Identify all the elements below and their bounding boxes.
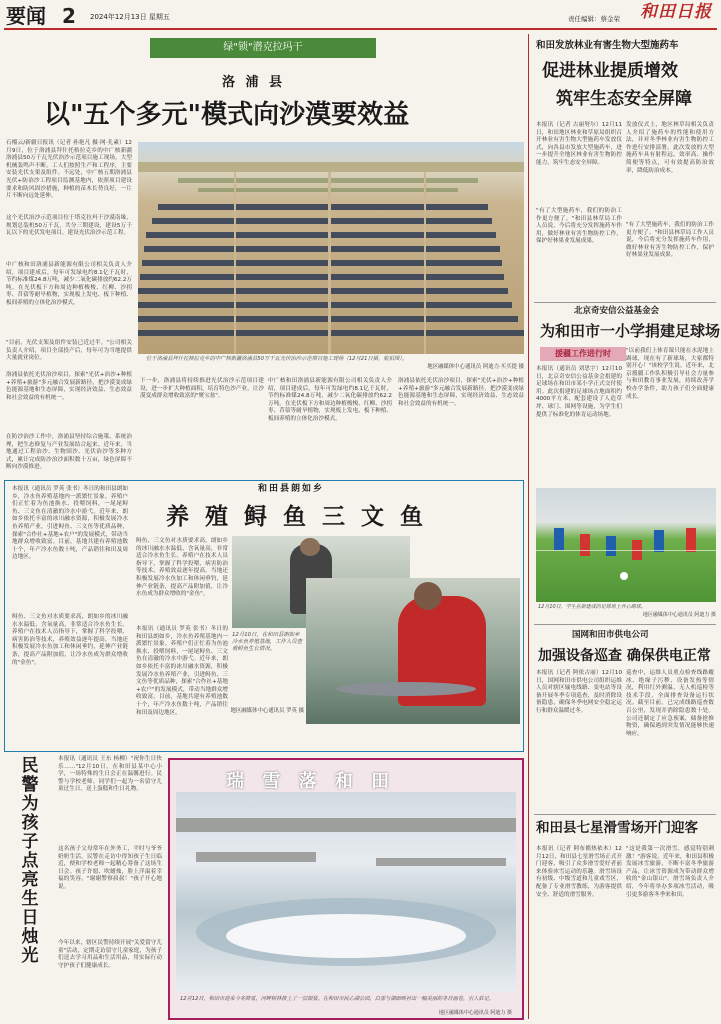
- paper-logo: 和田日报: [640, 2, 712, 22]
- masthead: [0, 0, 721, 30]
- editor-credit: 责任编辑：蔡金荣: [568, 15, 620, 23]
- snow-park-body-2: "这是我第一次滑雪，感觉特别刺激！"游客说。近年来，和田县积极发展冰雪旅游，不断丰富冬季旅游产品，让冰雪资源成为带动群众增收的"金山银山"。滑雪场负责人介绍，今年将举办多项冰雪活动，吸引更多游客冬季来和田。: [626, 846, 714, 898]
- langru-photo-credit: 地区融媒体中心通讯员 罗英 摄: [230, 708, 304, 714]
- forestry-body-3: "有了大型施药车，我们的防治工作更方便了。"和田县林草局工作人员说，今后将充分发挥施药车作用，做好林业有害生物防控工作，保护好林果业发展成果。: [536, 208, 622, 245]
- column-divider: [528, 34, 529, 1019]
- football-photo-caption: 12月10日，学生在新建成的足球场上开心踢球。: [538, 604, 646, 610]
- football-body-1: 本报讯（通讯员 刘思宇）12月10日，北京奇安信公益基金会捐建的足球场在和田市某小学正式交付使用。此次捐建的足球场占地面积约4000平方米，配套建设了人造草坪、球门、围网等设施，为学生们提供了标准化的体育运动场地。: [536, 366, 622, 418]
- lead-body-3b: 中广核和田洛浦县新能源有限公司相关负责人介绍，项目建成后，每年可发绿电约8.1亿千瓦时，节约标准煤24.8万吨，减少二氧化碳排放约62.2万吨。在光伏板下方和周边种植梭梭、红柳、沙拐枣、苜蓿等耐旱植物，实现板上发电、板下种植、板间养殖的立体化治沙模式。: [268, 378, 392, 422]
- forestry-divider: [534, 302, 716, 303]
- issue-date: 2024年12月13日 星期五: [90, 13, 170, 21]
- solar-desert-photo: [138, 142, 524, 354]
- football-sub-banner: [540, 347, 626, 361]
- forestry-headline-1: 促进林业提质增效: [542, 61, 678, 81]
- forestry-body-2: 发放仪式上，地区林草局相关负责人介绍了施药车的性能和使用方法，并对冬季林业有害生物防控工作进行安排部署。此次发放的大型施药车具有射程远、效率高、操作简便等特点，可有效提高防治效率，降低防治成本。: [626, 122, 714, 174]
- power-divider: [534, 814, 716, 815]
- worker-head: [300, 538, 320, 556]
- snow-park-body-1: 本报讯（记者 阿布都热依木）12月12日，和田县七星滑雪场正式开门迎客，吸引了众多滑雪爱好者前来体验冰雪运动的乐趣。滑雪场设有初级、中级雪道和儿童戏雪区，配备了专业滑雪教练，为游客提供安全、舒适的滑雪服务。: [536, 846, 622, 898]
- power-top-line: 国网和田市供电公司: [572, 630, 649, 640]
- snow-photo-caption: 12月12日，和田市迎来今冬降雪，河畔树林披上了一层银装。在和田市民心湖公园，白雪与湖面映衬出一幅美丽的冬日画卷，引人驻足。: [180, 996, 495, 1002]
- langru-caption-box: [232, 632, 304, 702]
- snow-trees-graphic: [176, 792, 516, 992]
- lead-body-5b: 洛浦县依托光伏治沙项目，探索"光伏+治沙+种植+养殖+旅游"多元融合发展新路径，把沙漠变成绿色能源基地和生态屏障，实现经济效益、生态效益和社会效益的有机统一。: [398, 378, 524, 407]
- man-head: [414, 582, 442, 610]
- forestry-top-line: 和田发放林业有害生物大型施药车: [536, 40, 679, 51]
- lead-body-7: 下一步，洛浦县将持续推进光伏治沙示范项目建设，进一步扩大种植面积，培育特色沙产业，让沙漠变成群众增收致富的"聚宝盆"。: [140, 378, 264, 400]
- langru-photo-caption: 12月10日，在和田县朗如乡冷水鱼养殖基地，工作人员查看鲟鱼生长情况。: [232, 632, 303, 653]
- section-name: 要闻: [6, 4, 46, 28]
- lead-kicker: 洛 浦 县: [222, 75, 286, 90]
- column-banner-text: 绿"锁"潜克拉玛干: [223, 42, 303, 53]
- sturgeon-fish: [336, 682, 476, 696]
- langru-body-mid-2: 本报讯（通讯员 罗英 张书）冬日的和田县朗如乡，冷水鱼养殖基地内一派繁忙景象。养殖户们正忙着为鱼池换水、投喂饲料，一尾尾鲟鱼、三文鱼在清澈的冷水中游弋。近年来，朗如乡依托丰富的冰川融水资源，积极发展冷水鱼养殖产业，引进鲟鱼、三文鱼等优质品种，探索"合作社+基地+农户"的发展模式，带动当地群众增收致富。目前，基地共建有养殖池数十个，年产冷水鱼数十吨，产品销往和田及周边地区。: [136, 626, 228, 716]
- power-headline: 加强设备巡查 确保供电正常: [538, 648, 711, 664]
- langru-body-left-2: 鲟鱼、三文鱼对水质要求高，朗如乡的冰川融水水温低、含氧量高，非常适合冷水鱼生长。养殖户在技术人员指导下，掌握了科学投喂、病害防治等技术，养殖效益逐年提高。当地还积极发展冷水鱼加工和休闲垂钓，延伸产业链条，提高产品附加值，让冷水鱼成为群众增收的"金鱼"。: [12, 614, 128, 666]
- football-field-photo: [536, 488, 716, 602]
- forestry-body-4: "有了大型施药车，我们的防治工作更方便了。"和田县林草局工作人员说，今后将充分发挥施药车作用，做好林业有害生物防控工作，保护好林果业发展成果。: [626, 222, 714, 259]
- snow-landscape-photo: [176, 792, 516, 992]
- police-headline: 民警为孩子点亮生日烛光: [17, 756, 38, 965]
- langru-body-left: 本报讯（通讯员 罗英 张书）冬日的和田县朗如乡，冷水鱼养殖基地内一派繁忙景象。养殖户们正忙着为鱼池换水、投喂饲料，一尾尾鲟鱼、三文鱼在清澈的冷水中游弋。近年来，朗如乡依托丰富的冰川融水资源，积极发展冷水鱼养殖产业，引进鲟鱼、三文鱼等优质品种，探索"合作社+基地+农户"的发展模式，带动当地群众增收致富。目前，基地共建有养殖池数十个，年产冷水鱼数十吨，产品销往和田及周边地区。: [12, 486, 128, 561]
- football-players-graphic: [536, 488, 716, 602]
- police-body-2: 这名孩子父母常年在外务工，平时与爷爷奶奶生活。民警在走访中得知孩子生日临近，便和学校老师一起精心筹备了这场生日会。孩子许愿、吹蜡烛，脸上洋溢着幸福的笑容。"谢谢警察叔叔！"孩子开心地说。: [58, 846, 162, 890]
- forestry-body-1: 本报讯（记者 古丽努尔）12月11日，和田地区林业和草原局组织召开林业有害生物大型施药车发放仪式，向各县市发放大型施药车，进一步提升全地区林业有害生物防控能力，筑牢生态安全屏障。: [536, 122, 622, 166]
- lead-body-2: 这个光伏治沙示范项目位于塔克拉玛干沙漠南缘，规划总装机50万千瓦，共分三期建设，建设5万千瓦以下的光伏发电项目，建设光伏治沙示范工程。: [6, 215, 132, 237]
- power-body-2: 巡查中，运维人员重点检查线路覆冰、绝缘子污秽、设备发热等情况，利用红外测温、无人机巡检等技术手段，全面排查设备运行状况。截至目前，已完成线路巡查数百公里，发现并消除隐患数十处。公司还制定了应急预案，储备抢修物资，确保遇到突发情况能够快速响应。: [626, 670, 714, 737]
- solar-panels-graphic: [138, 142, 524, 354]
- lead-body-3: 中广核和田洛浦县新能源有限公司相关负责人介绍，项目建成后，每年可发绿电约8.1亿千瓦时，节约标准煤24.8万吨，减少二氧化碳排放约62.2万吨。在光伏板下方和周边种植梭梭、红柳、沙拐枣、苜蓿等耐旱植物，实现板上发电、板下种植、板间养殖的立体化治沙模式。: [6, 262, 132, 306]
- football-photo-credit: 地区融媒体中心通讯员 阿迪力 摄: [642, 612, 716, 618]
- lead-headline: 以"五个多元"模式向沙漠要效益: [44, 100, 410, 130]
- page-number: 2: [62, 4, 76, 28]
- snow-photo-title: 瑞 雪 落 和 田: [226, 771, 396, 792]
- lead-photo-credit: 地区融媒体中心通讯员 阿迪力·买买提 摄: [427, 364, 524, 370]
- police-body-1: 本报讯（通讯员 王东 杨柳）"祝你生日快乐……"12月10日，在和田县某中心小学，一场特殊的生日会正在温馨进行。民警与学校老师、同学们一起为一名留守儿童过生日，送上蛋糕和生日礼物。: [58, 756, 162, 793]
- fish-holding-photo: [306, 578, 520, 724]
- lead-body-1: 石榴云/新疆日报讯（记者 孙艳凡 摄·网·孔素）12月9日，位于洛浦县拜什托格拉克乡的中广核新疆洛浦县50万千瓦光伏治沙示范项目施工现场，大型机械轰鸣声不断。工人们按照生产和工程序，主要安装光伏支架及组件。不远处，中广核五期洛浦县光伏+防治沙工程项目监测基地内，依照项目建设要求和防风固沙措施，种植的苗木长势良好，一片片不断向远处延伸。: [6, 140, 132, 200]
- lead-body-6: 在防沙治沙工作中，洛浦县坚持综合施策、系统治理，把生态修复与产业发展结合起来。近年来，当地通过工程治沙、生物固沙、光伏治沙等多种方式，累计完成防沙治沙面积数十万亩，绿色屏障不断向沙漠推进。: [6, 434, 132, 471]
- football-headline: 为和田市一小学捐建足球场: [540, 322, 721, 340]
- masthead-rule: [4, 28, 717, 30]
- football-top-line: 北京奇安信公益基金会: [574, 306, 660, 316]
- power-body-1: 本报讯（记者 阿依古丽）12月10日，国网和田市供电公司组织运维人员对辖区输电线路、变电站等设备开展冬季专项巡查，及时消除设备隐患，确保冬季电网安全稳定运行和群众温暖过冬。: [536, 670, 622, 714]
- football-sub-banner-text: 援疆工作进行时: [555, 349, 611, 358]
- langru-kicker: 和田县朗如乡: [258, 484, 325, 494]
- column-banner: [150, 38, 376, 58]
- lead-body-5: 洛浦县依托光伏治沙项目，探索"光伏+治沙+种植+养殖+旅游"多元融合发展新路径，把沙漠变成绿色能源基地和生态屏障，实现经济效益、生态效益和社会效益的有机统一。: [6, 372, 132, 401]
- lead-body-4: "目前，光伏支架及组件安装已近过半。"公司相关负责人介绍，项目全部投产后，每年可为当地提供大量就业岗位。: [6, 340, 132, 362]
- snow-photo-credit: 地区融媒体中心通讯员 阿迪力 摄: [438, 1010, 512, 1016]
- langru-body-mid: 鲟鱼、三文鱼对水质要求高，朗如乡的冰川融水水温低、含氧量高，非常适合冷水鱼生长。养殖户在技术人员指导下，掌握了科学投喂、病害防治等技术，养殖效益逐年提高。当地还积极发展冷水鱼加工和休闲垂钓，延伸产业链条，提高产品附加值，让冷水鱼成为群众增收的"金鱼"。: [136, 538, 228, 598]
- langru-headline: 养 殖 鲟 鱼 三 文 鱼: [166, 503, 428, 530]
- football-divider: [534, 624, 716, 625]
- snow-park-headline: 和田县七星滑雪场开门迎客: [536, 820, 698, 836]
- police-body-3: 今年以来，辖区民警持续开展"关爱留守儿童"活动，定期走访留守儿童家庭，为孩子们送去学习用品和生活用品，用实际行动守护孩子们健康成长。: [58, 940, 162, 969]
- lead-photo-caption: 位于洛浦县拜什托格拉克乡的中广核新疆洛浦县50万千瓦光伏治沙示范项目施工现场（12月21日摄，航拍图）。: [146, 356, 408, 362]
- football-body-2: "以前我们上体育课只能在水泥地上踢球，现在有了新球场，大家都特别开心！"该校学生说。近年来，北京援疆工作队积极引导社会力量参与和田教育事业发展，持续改善学校办学条件，助力孩子们全面健康成长。: [626, 348, 714, 400]
- forestry-headline-2: 筑牢生态安全屏障: [556, 89, 692, 109]
